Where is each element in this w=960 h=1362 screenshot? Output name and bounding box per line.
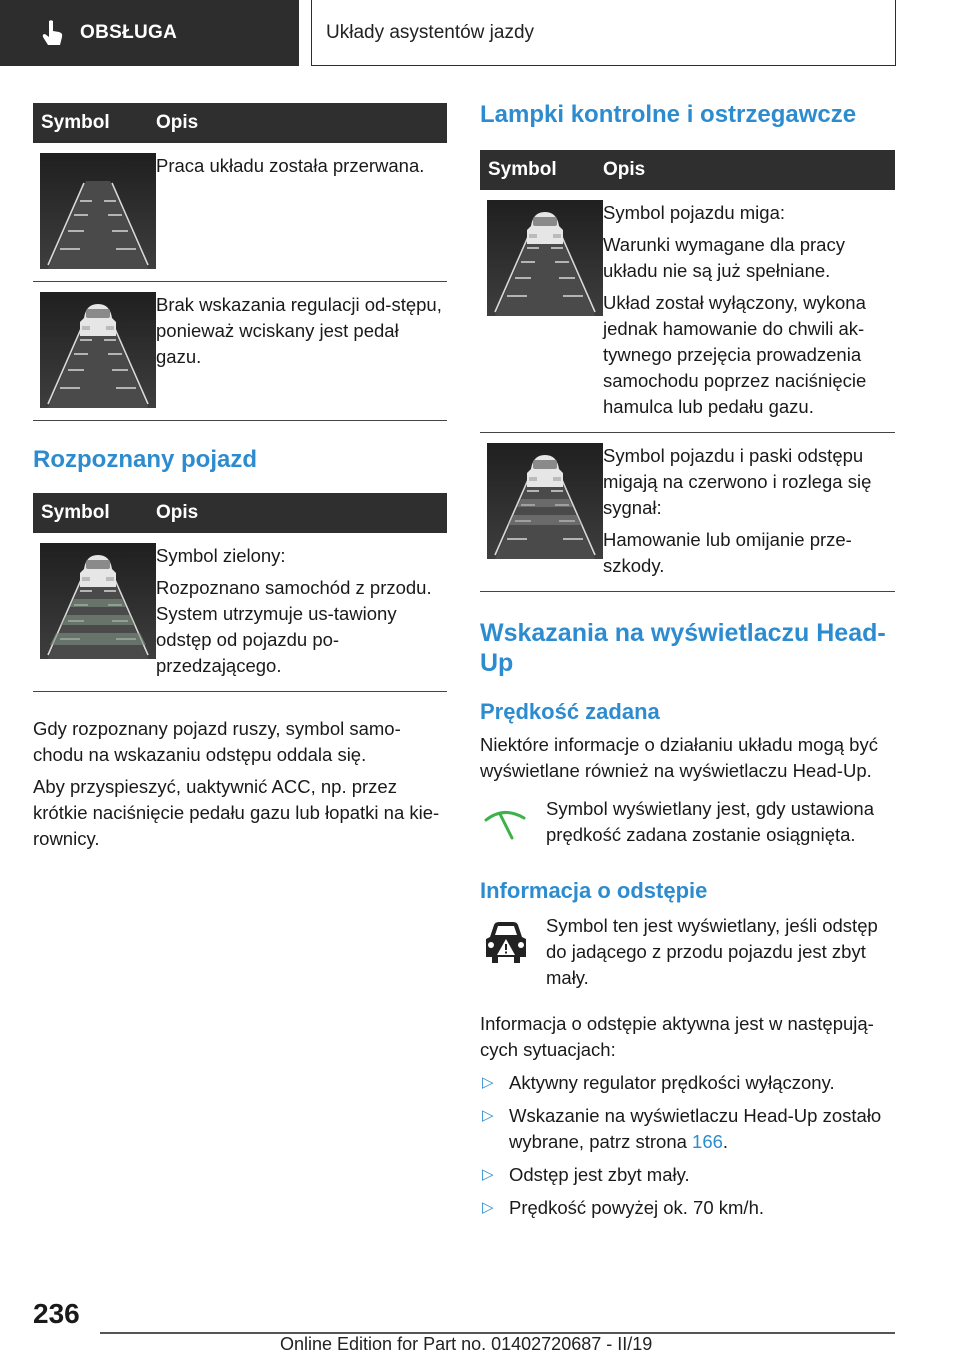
list-item — [480, 1103, 895, 1155]
list-item — [480, 1162, 895, 1188]
paragraph: Aby przyspieszyć, uaktywnić ACC, np. przez krótkie naciśnięcie pedału gazu lub łopatki na kie-rownicy. — [33, 776, 440, 849]
list-item-text: . — [722, 1131, 729, 1152]
hand-pointer-icon — [38, 18, 68, 48]
col-desc: Opis — [156, 502, 199, 523]
speed-icon-text: Symbol wyświetlany jest, gdy ustawiona prędkość zadana zostanie osiągnięta. — [546, 798, 875, 845]
table-row — [480, 190, 895, 433]
footer-edition: Online Edition for Part no. 01402720687 - II/19 — [280, 1334, 653, 1354]
list-item-text: Wskazanie na wyświetlaczu Head-Up zostało wybrane, patrz strona — [509, 1105, 882, 1152]
lane-car-green-icon — [40, 543, 156, 659]
lane-car-blink-icon — [487, 200, 603, 316]
bullet-list — [480, 1070, 895, 1221]
table-header — [33, 493, 447, 533]
set-speed-reached-icon — [480, 796, 530, 846]
bullet-marker: ▷ — [482, 1107, 494, 1124]
list-item — [480, 1070, 895, 1096]
table-row — [33, 533, 447, 692]
paragraph: Informacja o odstępie aktywna jest w następują-cych sytuacjach: — [480, 1013, 874, 1060]
row-text: Symbol pojazdu miga: — [603, 202, 786, 223]
row-text: Symbol zielony: — [156, 545, 286, 566]
col-symbol: Symbol — [41, 112, 110, 133]
section-title-recognized: Rozpoznany pojazd — [33, 446, 257, 473]
lane-car-red-icon — [487, 443, 603, 559]
table-row — [33, 143, 447, 282]
page-link[interactable]: 166 — [692, 1131, 723, 1152]
left-column — [33, 103, 447, 852]
header-section-tab — [0, 0, 299, 66]
table-row — [480, 433, 895, 592]
paragraph: Niektóre informacje o działaniu układu mogą być wyświetlane również na wyświetlaczu Head-Up. — [480, 734, 878, 781]
subsection-title-speed: Prędkość zadana — [480, 699, 660, 724]
row-text: Praca układu została przerwana. — [156, 155, 425, 176]
row-text: Warunki wymagane dla pracy układu nie są już spełniane. — [603, 234, 845, 281]
row-text: Rozpoznano samochód z przodu. System utrzymuje us-tawiony odstęp od pojazdu po-przedzającego. — [156, 577, 432, 676]
subsection-title-distance: Informacja o odstępie — [480, 878, 708, 903]
table-row — [33, 282, 447, 421]
section-title-hud: Wskazania na wyświetlaczu Head-Up — [480, 619, 886, 677]
distance-icon-text: Symbol ten jest wyświetlany, jeśli odstęp do jadącego z przodu pojazdu jest zbyt mały. — [546, 915, 878, 988]
list-item — [480, 1195, 895, 1221]
row-text: Brak wskazania regulacji od-stępu, ponieważ wciskany jest pedał gazu. — [156, 294, 442, 367]
bullet-marker: ▷ — [482, 1074, 494, 1091]
table-header — [480, 150, 895, 190]
chapter-title — [311, 0, 896, 66]
list-item-text: Prędkość powyżej ok. 70 km/h. — [509, 1197, 764, 1218]
row-text: Układ został wyłączony, wykona jednak hamowanie do chwili ak-tywnego przejęcia prowadzenia samochodu poprzez naciśnięcie hamulca lub pedału gazu. — [603, 292, 867, 417]
speed-icon-row — [480, 796, 895, 851]
list-item-text: Odstęp jest zbyt mały. — [509, 1164, 690, 1185]
right-column — [480, 100, 895, 1221]
bullet-marker: ▷ — [482, 1199, 494, 1216]
table-header — [33, 103, 447, 143]
col-desc: Opis — [156, 112, 199, 133]
lane-no-car-icon — [40, 153, 156, 269]
row-text: Hamowanie lub omijanie prze-szkody. — [603, 529, 852, 576]
distance-icon-row — [480, 913, 895, 991]
row-text: Symbol pojazdu i paski odstępu migają na czerwono i rozlega się sygnał: — [603, 445, 872, 518]
col-symbol: Symbol — [41, 502, 110, 523]
col-symbol: Symbol — [488, 159, 557, 180]
list-item-text: Aktywny regulator prędkości wyłączony. — [509, 1072, 835, 1093]
page-number: 236 — [33, 1298, 80, 1329]
col-desc: Opis — [603, 159, 646, 180]
section-label: OBSŁUGA — [80, 22, 178, 43]
bullet-marker: ▷ — [482, 1166, 494, 1183]
lane-car-grey-icon — [40, 292, 156, 408]
paragraph: Gdy rozpoznany pojazd ruszy, symbol samo-chodu na wskazaniu odstępu oddala się. — [33, 718, 401, 765]
chapter-label: Układy asystentów jazdy — [326, 21, 535, 43]
section-title-warnings: Lampki kontrolne i ostrzegawcze — [480, 101, 857, 128]
car-warning-icon — [480, 919, 532, 967]
